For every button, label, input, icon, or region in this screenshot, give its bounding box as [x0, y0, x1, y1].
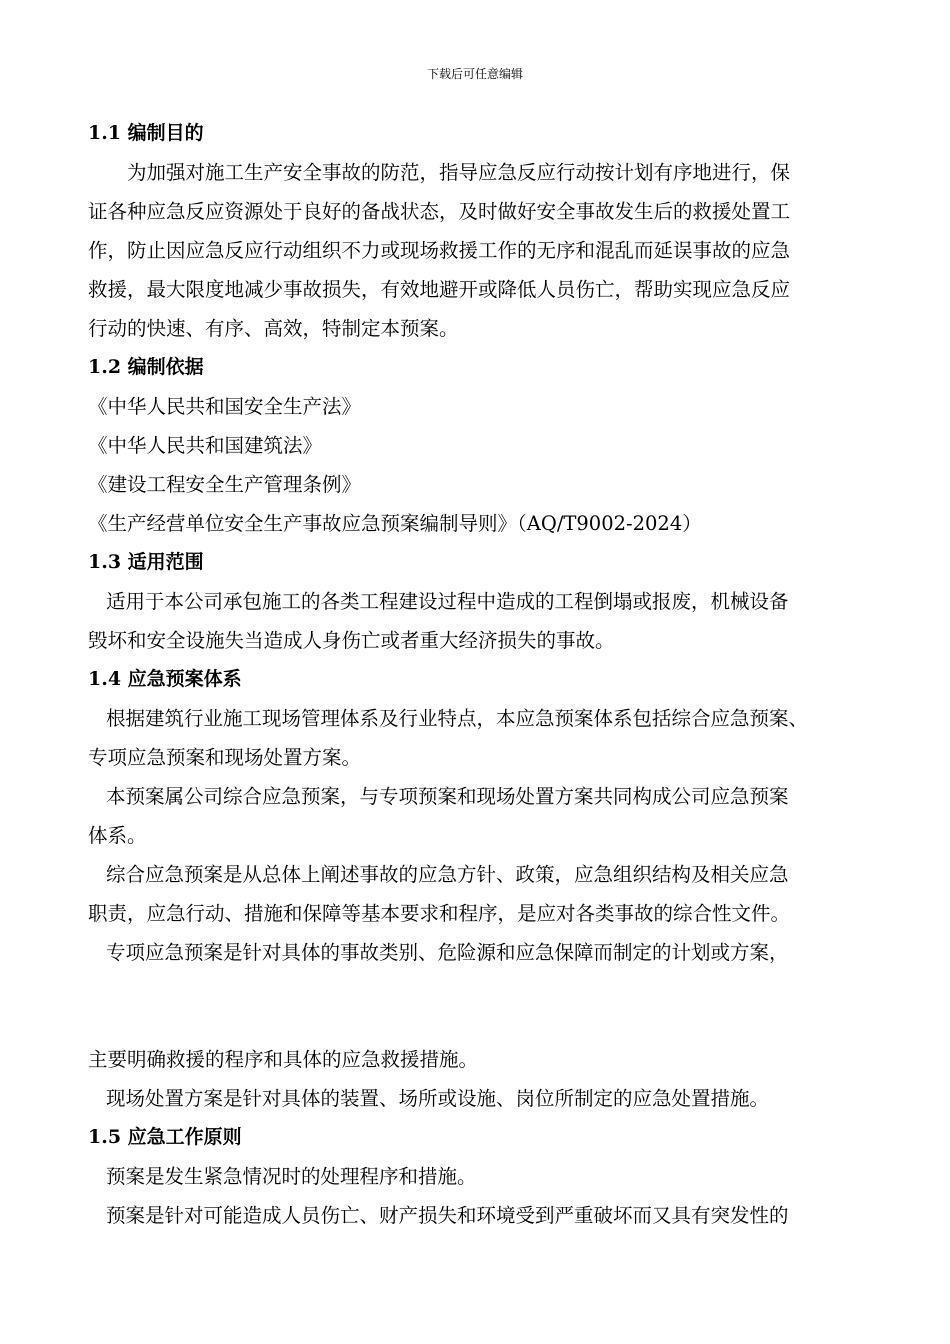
paragraph-line: 主要明确救援的程序和具体的应急救援措施。 — [88, 1048, 479, 1071]
paragraph-line: 专项应急预案和现场处置方案。 — [88, 746, 362, 769]
paragraph-line: 为加强对施工生产安全事故的防范，指导应急反应行动按计划有序地进行，保 — [127, 161, 791, 184]
document-body — [88, 114, 908, 1235]
paragraph-line: 综合应急预案是从总体上阐述事故的应急方针、政策，应急组织结构及相关应急 — [106, 863, 789, 886]
section-heading: 1.1 编制目的 — [88, 122, 204, 144]
section-heading: 1.3 适用范围 — [88, 551, 204, 573]
paragraph-line: 《建设工程安全生产管理条例》 — [88, 473, 362, 496]
section-heading: 1.5 应急工作原则 — [88, 1126, 242, 1148]
paragraph-line: 《中华人民共和国建筑法》 — [88, 434, 323, 457]
page-header: 下载后可任意编辑 — [426, 67, 523, 81]
paragraph-line: 职责，应急行动、措施和保障等基本要求和程序，是应对各类事故的综合性文件。 — [88, 902, 791, 925]
paragraph-line: 根据建筑行业施工现场管理体系及行业特点，本应急预案体系包括综合应急预案、 — [106, 707, 809, 730]
paragraph-line: 适用于本公司承包施工的各类工程建设过程中造成的工程倒塌或报废，机械设备 — [106, 590, 789, 613]
paragraph-line: 救援，最大限度地减少事故损失，有效地避开或降低人员伤亡，帮助实现应急反应 — [88, 278, 791, 301]
paragraph-line: 专项应急预案是针对具体的事故类别、危险源和应急保障而制定的计划或方案， — [106, 941, 789, 964]
paragraph-line: 行动的快速、有序、高效，特制定本预案。 — [88, 317, 459, 340]
section-heading: 1.4 应急预案体系 — [88, 668, 242, 690]
paragraph-line: 毁坏和安全设施失当造成人身伤亡或者重大经济损失的事故。 — [88, 629, 615, 652]
paragraph-line: 预案是发生紧急情况时的处理程序和措施。 — [106, 1165, 477, 1188]
paragraph-line: 证各种应急反应资源处于良好的备战状态，及时做好安全事故发生后的救援处置工 — [88, 200, 791, 223]
page-break-gap — [88, 972, 908, 1040]
paragraph-line: 《中华人民共和国安全生产法》 — [88, 395, 362, 418]
paragraph-line: 现场处置方案是针对具体的装置、场所或设施、岗位所制定的应急处置措施。 — [106, 1087, 770, 1110]
paragraph-line: 体系。 — [88, 824, 147, 847]
paragraph-line: 作，防止因应急反应行动组织不力或现场救援工作的无序和混乱而延误事故的应急 — [88, 239, 791, 262]
paragraph-line: 《生产经营单位安全生产事故应急预案编制导则》（AQ/T9002-2024） — [88, 512, 702, 535]
paragraph-line: 预案是针对可能造成人员伤亡、财产损失和环境受到严重破坏而又具有突发性的 — [106, 1204, 789, 1227]
paragraph-line: 本预案属公司综合应急预案，与专项预案和现场处置方案共同构成公司应急预案 — [106, 785, 789, 808]
section-heading: 1.2 编制依据 — [88, 356, 204, 378]
